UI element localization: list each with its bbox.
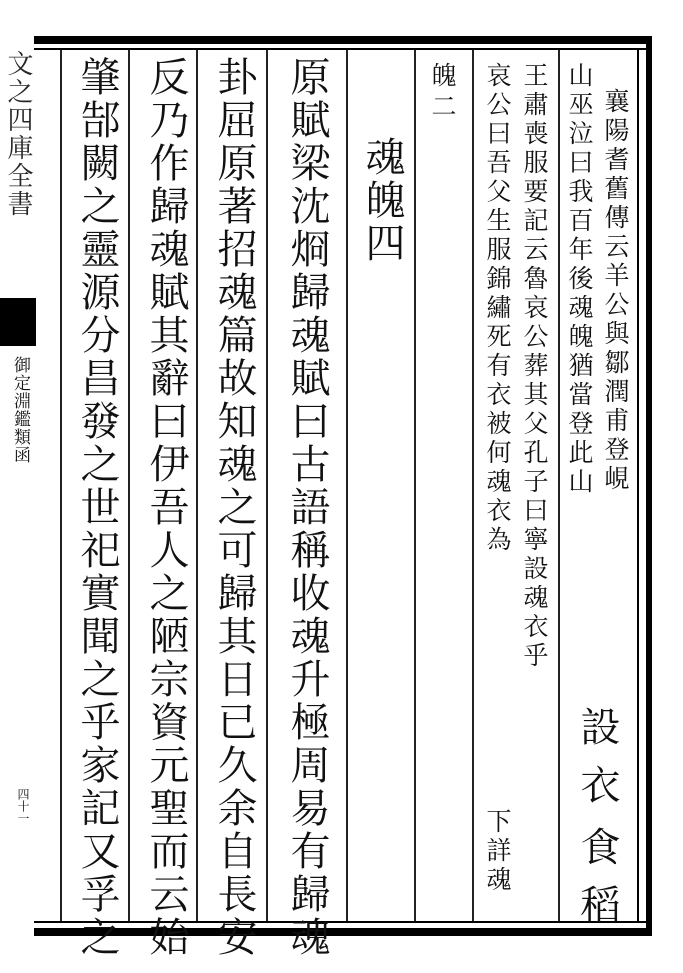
column-divider <box>128 50 130 921</box>
page-margin <box>0 36 36 936</box>
column-divider <box>60 50 62 921</box>
main-text-column-1: 原賦梁沈烱歸魂賦曰古語稱收魂升極周易有歸魂 <box>284 56 330 959</box>
entry-title-first: 設衣 <box>574 706 620 822</box>
note-column-1b: 山巫泣曰我百年後魂魄猶當登此山 <box>565 62 594 497</box>
category-tag: 魄二 <box>428 62 457 124</box>
column-divider <box>472 50 474 921</box>
frame-top-border <box>34 36 650 44</box>
note-column-2: 王肅喪服要記云魯哀公葬其父孔子曰寧設魂衣乎 <box>520 62 549 671</box>
section-heading: 魂魄四 <box>359 136 405 265</box>
column-divider <box>558 50 560 921</box>
frame-bottom-inner-line <box>34 921 650 923</box>
entry-title-second: 食稻 <box>574 826 620 942</box>
column-divider <box>196 50 198 921</box>
main-text-column-3: 反乃作歸魂賦其辭曰伊吾人之陋宗資元聖而云始 <box>143 56 189 959</box>
margin-folio-number: 四十一 <box>16 788 30 824</box>
margin-book-title: 御定淵鑑類函 <box>10 356 30 464</box>
column-divider <box>346 50 348 921</box>
note-column-3: 哀公曰吾父生服錦繡死有衣被何魂衣為 <box>483 62 512 555</box>
column-divider <box>266 50 268 921</box>
frame-right-border <box>646 36 652 936</box>
frame-bottom-border <box>34 928 650 936</box>
note-column-3-tail: 下詳魂 <box>483 808 512 895</box>
main-text-column-2: 卦屈原著招魂篇故知魂之可歸其日已久余自長安 <box>211 56 257 959</box>
note-column-1a: 襄陽耆舊傳云羊公與鄒潤甫登峴 <box>601 88 630 494</box>
fishtail-mark <box>0 298 36 346</box>
main-text-column-4: 肇郜闕之靈源分昌發之世祀實聞之乎家記又孚之 <box>74 56 120 959</box>
frame-right-inner-line <box>637 48 639 923</box>
margin-header-fragment: 文之四庫全書 <box>3 50 33 218</box>
column-divider <box>414 50 416 921</box>
